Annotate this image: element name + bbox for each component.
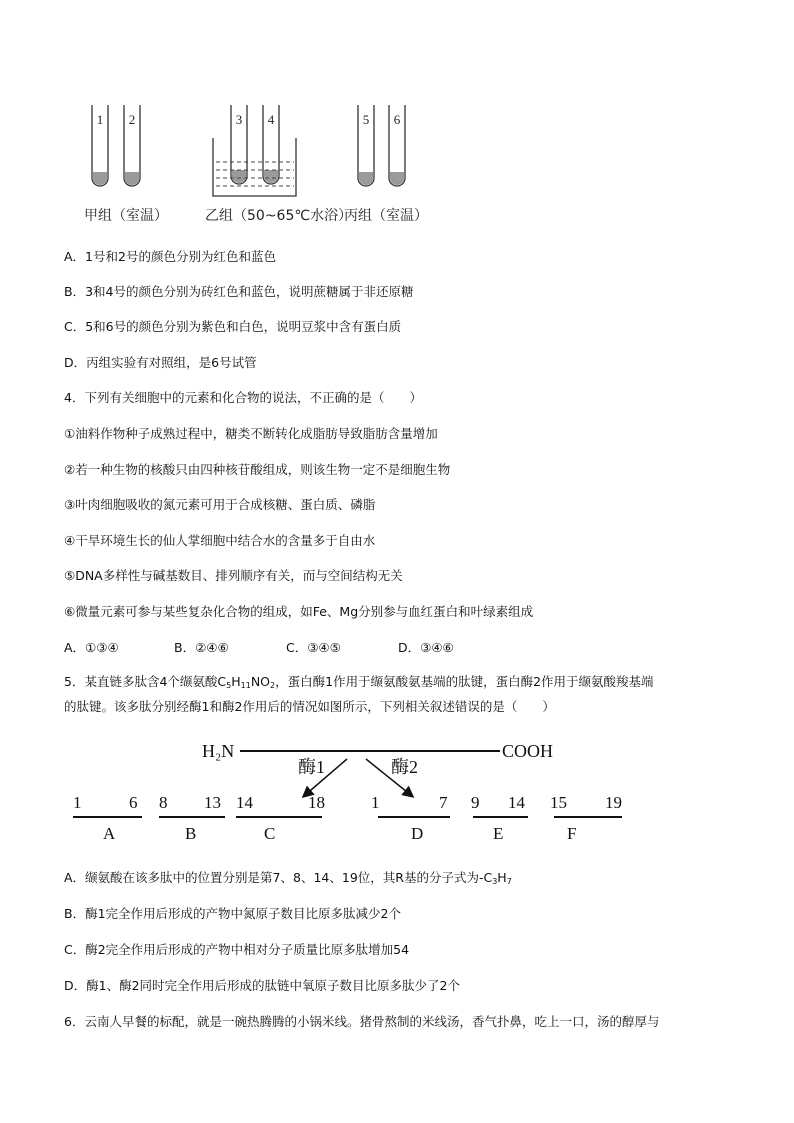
q5-option-b: B．酶1完全作用后形成的产物中氮原子数目比原多肽减少2个	[64, 906, 401, 921]
fragment-f-label: F	[567, 824, 577, 843]
fragment-b-end: 13	[204, 793, 221, 812]
fragment-a-label: A	[103, 824, 116, 843]
tube-label-4: 4	[267, 112, 275, 127]
tube-label-5: 5	[362, 112, 370, 127]
tube-label-6: 6	[393, 112, 401, 127]
q4-options	[64, 638, 764, 658]
fragment-e-end: 14	[508, 793, 525, 812]
q4-statement-4: ④干旱环境生长的仙人掌细胞中结合水的含量多于自由水	[64, 533, 376, 548]
q4-stem: 4．下列有关细胞中的元素和化合物的说法，不正确的是（ ）	[64, 390, 422, 405]
tube-label-1: 1	[96, 112, 104, 127]
fragment-c-start: 14	[236, 793, 253, 812]
group-jia-label: 甲组（室温）	[84, 208, 168, 224]
q4-statement-3: ③叶肉细胞吸收的氮元素可用于合成核糖、蛋白质、磷脂	[64, 497, 376, 512]
enzyme1-label: 酶1	[298, 757, 325, 777]
q4-statement-1: ①油料作物种子成熟过程中，糖类不断转化成脂肪导致脂肪含量增加	[64, 426, 438, 441]
q5-option-d: D．酶1、酶2同时完全作用后形成的肽链中氧原子数目比原多肽少了2个	[64, 978, 460, 993]
c-terminus-label: COOH	[502, 741, 554, 761]
q6-stem: 6．云南人早餐的标配，就是一碗热腾腾的小锅米线。猪骨熬制的米线汤，香气扑鼻，吃上一口，汤的醇厚与	[64, 1014, 660, 1029]
n-terminus-label: H₂N	[202, 741, 235, 761]
water-bath-beaker	[213, 138, 296, 196]
q5-stem-line1: 5．某直链多肽含4个缬氨酸$C_5H_{11}NO_2$，蛋白酶1作用于缬氨酸氨基端的肽键，蛋白酶2作用于缬氨酸羧基端	[64, 674, 654, 690]
group-yi-label: 乙组（50~65℃水浴）	[205, 208, 353, 224]
fragment-c-end: 18	[308, 793, 325, 812]
q4-statement-5: ⑤DNA多样性与碱基数目、排列顺序有关，而与空间结构无关	[64, 568, 403, 583]
fragment-b-start: 8	[159, 793, 168, 812]
fragment-f-end: 19	[605, 793, 622, 812]
test-tube-figure	[78, 100, 458, 228]
q5-option-a: A．缬氨酸在该多肽中的位置分别是第7、8、14、19位，其R基的分子式为$-C_3H_7$	[64, 870, 512, 886]
fragment-d-end: 7	[439, 793, 448, 812]
q4-statement-6: ⑥微量元素可参与某些复杂化合物的组成，如Fe、Mg分别参与血红蛋白和叶绿素组成	[64, 604, 534, 619]
fragment-e-label: E	[493, 824, 504, 843]
fragment-c-label: C	[264, 824, 276, 843]
polypeptide-figure	[64, 735, 644, 850]
q5-stem-line2: 的肽键。该多肽分别经酶1和酶2作用后的情况如图所示，下列相关叙述错误的是（ ）	[64, 699, 555, 714]
q3-option-d: D．丙组实验有对照组，是6号试管	[64, 355, 257, 370]
tube-label-3: 3	[235, 112, 243, 127]
enzyme2-label: 酶2	[391, 757, 418, 777]
fragment-a-end: 6	[129, 793, 138, 812]
q4-statement-2: ②若一种生物的核酸只由四种核苷酸组成，则该生物一定不是细胞生物	[64, 462, 451, 477]
q3-option-a: A．1号和2号的颜色分别为红色和蓝色	[64, 249, 276, 264]
q5-option-c: C．酶2完全作用后形成的产物中相对分子质量比原多肽增加54	[64, 942, 410, 957]
fragment-d-start: 1	[371, 793, 380, 812]
q4-option-d: D．③④⑥	[398, 640, 454, 655]
q4-option-b: B．②④⑥	[174, 640, 229, 655]
fragment-e-start: 9	[471, 793, 480, 812]
q3-option-c: C．5和6号的颜色分别为紫色和白色，说明豆浆中含有蛋白质	[64, 319, 402, 334]
tube-label-2: 2	[128, 112, 136, 127]
water-lines	[216, 162, 294, 186]
q4-option-a: A．①③④	[64, 640, 119, 655]
fragment-a-start: 1	[73, 793, 82, 812]
group-bing-label: 丙组（室温）	[344, 208, 428, 224]
fragment-d-label: D	[411, 824, 424, 843]
q4-option-c: C．③④⑤	[286, 640, 341, 655]
fragment-f-start: 15	[550, 793, 567, 812]
q3-option-b: B．3和4号的颜色分别为砖红色和蓝色，说明蔗糖属于非还原糖	[64, 284, 414, 299]
fragment-b-label: B	[185, 824, 197, 843]
